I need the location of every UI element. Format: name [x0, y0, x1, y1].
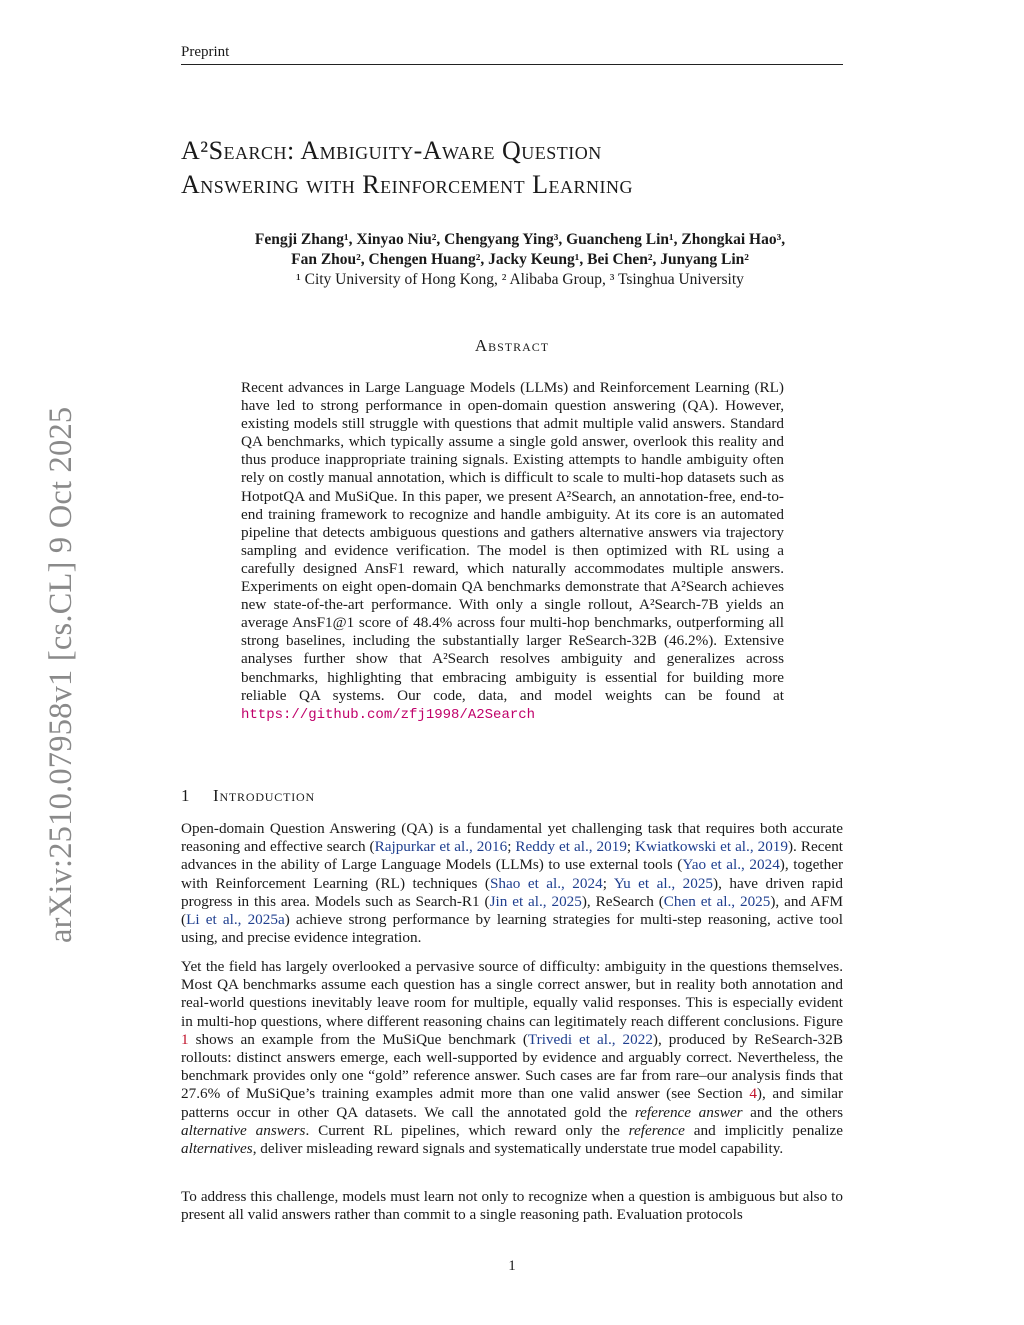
citation-link[interactable]: Yu et al., 2025 — [613, 874, 714, 892]
author-line-1: Fengji Zhang¹, Xinyao Niu², Chengyang Ying³, Guancheng Lin¹, Zhongkai Hao³, — [254, 231, 786, 248]
abstract-heading: Abstract — [474, 336, 550, 355]
section-title: Introduction — [213, 786, 315, 805]
citation-link[interactable]: Shao et al., 2024 — [489, 874, 603, 892]
title-line-1: A²Search: Ambiguity-Aware Question — [181, 136, 602, 165]
citation-link[interactable]: Li et al., 2025a — [186, 911, 285, 929]
abstract-text: Recent advances in Large Language Models (LLMs) and Reinforcement Learning (RL) have led to strong performance in open-domain question answering (QA). However, existing models still struggle with questions that admit multiple valid answers. Standard QA benchmarks, which typically assume a single gold answer, overlook this reality and thus produce inappropriate training signals. Existing attempts to handle ambiguity often rely on costly manual annotation, which is difficult to scale to multi-hop datasets such as HotpotQA and MuSiQue. In this paper, we present A²Search, an annotation-free, end-to-end training framework to recognize and handle ambiguity. At its core is an automated pipeline that detects ambiguous questions and gathers alternative answers via trajectory sampling and evidence verification. The model is then optimized with RL using a carefully designed AnsF1 reward, which naturally accommodates multiple answers. Experiments on eight open-domain QA benchmarks demonstrate that A²Search achieves new state-of-the-art performance. With only a single rollout, A²Search-7B yields an average AnsF1@1 score of 48.4% across four multi-hop benchmarks, outperforming all strong baselines, including the substantially larger ReSearch-32B (46.2%). Extensive analyses further show that A²Search resolves ambiguity and generalizes across benchmarks, highlighting that embracing ambiguity is essential for building more reliable QA systems. Our code, data, and model weights can be found at — [241, 379, 784, 704]
citation-link[interactable]: Chen et al., 2025 — [663, 892, 771, 910]
affiliations: ¹ City University of Hong Kong, ² Alibaba Group, ³ Tsinghua University — [296, 271, 744, 288]
citation-link[interactable]: Jin et al., 2025 — [489, 892, 582, 910]
citation-link[interactable]: Trivedi et al., 2022 — [527, 1030, 653, 1048]
intro-paragraph-1: Open-domain Question Answering (QA) is a fundamental yet challenging task that requires both accurate reasoning and effective search (Rajpurkar et al., 2016; Reddy et al., 2019; Kwiatkowski et al., 2019). Recent advances in the ability of Large Language Models (LLMs) to use external tools (Yao et al., 2024), together with Reinforcement Learning (RL) techniques (Shao et al., 2024; Yu et al., 2025), have driven rapid progress in this area. Models such as Search-R1 (Jin et al., 2025), ReSearch (Chen et al., 2025), and AFM (Li et al., 2025a) achieve strong performance by learning strategies for multi-step reasoning, active tool using, and precise evidence integration. — [181, 820, 844, 947]
section-number: 1 — [181, 786, 191, 805]
running-header: Preprint — [181, 44, 843, 65]
cross-reference-link[interactable]: 1 — [181, 1030, 189, 1048]
arxiv-stamp: arXiv:2510.07958v1 [cs.CL] 9 Oct 2025 — [43, 406, 79, 943]
cross-reference-link[interactable]: 4 — [749, 1085, 757, 1103]
emphasis-text: alternatives — [181, 1140, 253, 1158]
code-link[interactable]: https://github.com/zfj1998/A2Search — [241, 706, 536, 723]
emphasis-text: reference — [628, 1121, 685, 1139]
citation-link[interactable]: Yao et al., 2024 — [682, 856, 780, 874]
emphasis-text: reference answer — [634, 1103, 743, 1121]
citation-link[interactable]: Kwiatkowski et al., 2019 — [635, 838, 788, 856]
title-line-2: Answering with Reinforcement Learning — [181, 170, 633, 199]
page-number: 1 — [508, 1258, 516, 1274]
author-block — [190, 230, 850, 290]
abstract-body — [241, 379, 784, 724]
intro-paragraph-2: Yet the field has largely overlooked a pervasive source of difficulty: ambiguity in the questions themselves. Most QA benchmarks assume each question has a single correct answer, but in reality both annotation and real-world questions inevitably leave room for multiple, equally valid responses. This is especially evident in multi-hop questions, where different reasoning chains can legitimately reach different conclusions. Figure 1 shows an example from the MuSiQue benchmark (Trivedi et al., 2022), produced by ReSearch-32B rollouts: distinct answers emerge, each well-supported by evidence and arguably correct. Nevertheless, the benchmark provides only one “gold” reference answer. Such cases are far from rare–our analysis finds that 27.6% of MuSiQue’s training examples admit more than one valid answer (see Section 4), and similar patterns occur in other QA datasets. We call the annotated gold the reference answer and the others alternative answers. Current RL pipelines, which reward only the reference and implicitly penalize alternatives, deliver misleading reward signals and systematically understate true model capability. — [181, 958, 844, 1158]
author-line-2: Fan Zhou², Chengen Huang², Jacky Keung¹, Bei Chen², Junyang Lin² — [291, 251, 749, 268]
paper-title — [181, 134, 881, 202]
section-heading-introduction — [181, 786, 315, 806]
citation-link[interactable]: Rajpurkar et al., 2016 — [374, 838, 508, 856]
emphasis-text: alternative answers — [181, 1121, 306, 1139]
citation-link[interactable]: Reddy et al., 2019 — [515, 838, 627, 856]
intro-paragraph-3: To address this challenge, models must learn not only to recognize when a question is ambiguous but also to present all valid answers rather than commit to a single reasoning path. Evaluation protocols — [181, 1188, 843, 1224]
